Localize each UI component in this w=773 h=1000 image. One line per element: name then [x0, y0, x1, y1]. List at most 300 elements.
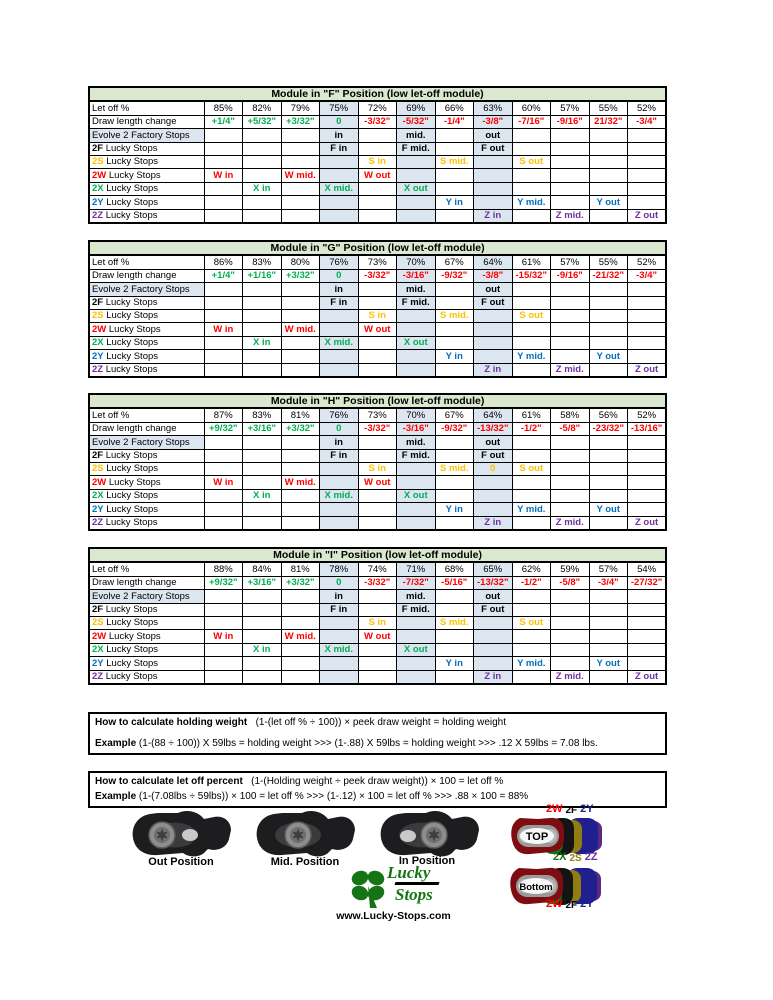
- stop-position-cell: S out: [512, 155, 551, 168]
- stack-labels-bottom: [546, 899, 594, 911]
- stop-position-cell: F mid.: [397, 449, 436, 462]
- letoff-cell: 54%: [628, 562, 667, 576]
- stop-position-cell: [243, 449, 282, 462]
- letoff-cell: 69%: [397, 101, 436, 115]
- stop-position-cell: [474, 630, 513, 643]
- stop-position-cell: [204, 657, 243, 670]
- stop-position-cell: [204, 283, 243, 296]
- stop-position-cell: [628, 436, 667, 449]
- stop-position-cell: [474, 169, 513, 182]
- row-prefix: 2S: [92, 617, 104, 629]
- stop-position-cell: [358, 129, 397, 142]
- stop-position-cell: [397, 476, 436, 489]
- stop-position-cell: [204, 296, 243, 309]
- stop-position-cell: [358, 350, 397, 363]
- draw-length-cell: -9/16": [551, 269, 590, 282]
- stop-position-cell: W mid.: [281, 169, 320, 182]
- stop-position-cell: [281, 516, 320, 530]
- stop-position-cell: [320, 516, 359, 530]
- letoff-cell: 65%: [474, 562, 513, 576]
- stop-position-cell: [589, 516, 628, 530]
- letoff-cell: 62%: [512, 562, 551, 576]
- letoff-cell: 76%: [320, 255, 359, 269]
- stop-position-cell: [512, 142, 551, 155]
- row-prefix: 2S: [92, 156, 104, 168]
- stop-position-cell: Y mid.: [512, 657, 551, 670]
- letoff-cell: 87%: [204, 408, 243, 422]
- stop-position-cell: [243, 296, 282, 309]
- table-module-h: [88, 393, 667, 531]
- draw-length-cell: -5/8": [551, 576, 590, 589]
- stop-position-cell: [435, 336, 474, 349]
- stop-position-cell: [551, 182, 590, 195]
- row-prefix: 2Z: [92, 363, 104, 375]
- row-label: 2Z Lucky Stops: [89, 516, 204, 530]
- stop-position-cell: [243, 503, 282, 516]
- stop-position-cell: [320, 169, 359, 182]
- stop-position-cell: [512, 603, 551, 616]
- stop-position-cell: [551, 155, 590, 168]
- stop-position-cell: [551, 309, 590, 322]
- stop-position-cell: [474, 476, 513, 489]
- stop-position-cell: F out: [474, 449, 513, 462]
- table-module-f: [88, 86, 667, 224]
- stop-position-cell: X in: [243, 182, 282, 195]
- stop-position-cell: F in: [320, 603, 359, 616]
- row-label: 2X Lucky Stops: [89, 182, 204, 195]
- stop-position-cell: S in: [358, 309, 397, 322]
- stop-position-cell: [204, 142, 243, 155]
- stop-position-cell: [320, 323, 359, 336]
- stop-position-cell: [243, 657, 282, 670]
- row-prefix: 2Z: [92, 516, 104, 528]
- stop-position-cell: [243, 616, 282, 629]
- stop-position-cell: [243, 350, 282, 363]
- stop-position-cell: [358, 436, 397, 449]
- row-prefix: 2Y: [92, 657, 104, 669]
- stop-position-cell: [397, 350, 436, 363]
- stop-position-cell: [281, 296, 320, 309]
- stop-position-cell: [243, 363, 282, 377]
- stop-position-cell: [243, 196, 282, 209]
- stop-position-cell: Z out: [628, 363, 667, 377]
- stop-position-cell: [281, 616, 320, 629]
- stop-position-cell: [204, 516, 243, 530]
- letoff-cell: 78%: [320, 562, 359, 576]
- stop-position-cell: X out: [397, 643, 436, 656]
- stop-position-cell: [358, 182, 397, 195]
- draw-length-cell: -21/32": [589, 269, 628, 282]
- row-label: 2S Lucky Stops: [89, 462, 204, 475]
- stop-position-cell: X mid.: [320, 643, 359, 656]
- draw-length-cell: -3/32": [358, 422, 397, 435]
- stop-position-cell: W in: [204, 323, 243, 336]
- stop-position-cell: [589, 323, 628, 336]
- stop-position-cell: [397, 209, 436, 223]
- draw-length-cell: 0: [320, 269, 359, 282]
- letoff-cell: 83%: [243, 255, 282, 269]
- row-label: 2Y Lucky Stops: [89, 657, 204, 670]
- row-label: 2W Lucky Stops: [89, 169, 204, 182]
- stop-position-cell: [551, 323, 590, 336]
- stop-position-cell: [435, 129, 474, 142]
- letoff-cell: 52%: [628, 255, 667, 269]
- draw-length-cell: 0: [320, 422, 359, 435]
- row-label: 2Z Lucky Stops: [89, 209, 204, 223]
- stop-position-cell: [204, 590, 243, 603]
- stop-position-cell: in: [320, 283, 359, 296]
- stop-position-cell: [281, 309, 320, 322]
- stop-position-cell: [320, 209, 359, 223]
- stop-position-cell: [358, 296, 397, 309]
- row-label: 2Y Lucky Stops: [89, 350, 204, 363]
- row-label: Let off %: [89, 408, 204, 422]
- stop-position-cell: Z in: [474, 209, 513, 223]
- stop-position-cell: [435, 489, 474, 502]
- row-prefix: 2X: [92, 337, 104, 349]
- stop-position-cell: [589, 169, 628, 182]
- stop-position-cell: [358, 643, 397, 656]
- letoff-cell: 70%: [397, 408, 436, 422]
- letoff-cell: 81%: [281, 408, 320, 422]
- row-prefix: 2S: [92, 463, 104, 475]
- stop-position-cell: X mid.: [320, 489, 359, 502]
- letoff-cell: 64%: [474, 255, 513, 269]
- stop-position-cell: [358, 209, 397, 223]
- stop-position-cell: Y in: [435, 657, 474, 670]
- stop-position-cell: [589, 336, 628, 349]
- stop-position-cell: [512, 590, 551, 603]
- draw-length-cell: +1/4": [204, 269, 243, 282]
- row-label: Draw length change: [89, 269, 204, 282]
- draw-length-cell: -3/32": [358, 269, 397, 282]
- stop-position-cell: [281, 283, 320, 296]
- row-prefix: 2Z: [92, 209, 104, 221]
- stack-label-2w: 2W: [546, 898, 563, 910]
- row-label: 2Z Lucky Stops: [89, 363, 204, 377]
- out-position-label: Out Position: [148, 856, 214, 868]
- stop-position-cell: [397, 323, 436, 336]
- stop-position-cell: [358, 670, 397, 684]
- stack-label-2z: 2Z: [584, 851, 598, 863]
- stop-position-cell: [243, 476, 282, 489]
- draw-length-cell: -5/16": [435, 576, 474, 589]
- stop-position-cell: [320, 196, 359, 209]
- calc-line: [95, 776, 660, 789]
- stop-position-cell: Y mid.: [512, 350, 551, 363]
- row-label: 2X Lucky Stops: [89, 643, 204, 656]
- stop-position-cell: [512, 436, 551, 449]
- stop-position-cell: [243, 670, 282, 684]
- stop-position-cell: [435, 590, 474, 603]
- logo-word-stops: Stops: [395, 885, 433, 904]
- stop-position-cell: [589, 283, 628, 296]
- stop-position-cell: W mid.: [281, 630, 320, 643]
- stack-top-icon: [510, 814, 606, 856]
- draw-length-cell: -3/32": [358, 115, 397, 128]
- stop-position-cell: [358, 283, 397, 296]
- draw-length-cell: +3/32": [281, 576, 320, 589]
- letoff-cell: 67%: [435, 255, 474, 269]
- table-title: Module in "F" Position (low let-off module): [89, 87, 666, 101]
- letoff-cell: 67%: [435, 408, 474, 422]
- stop-position-cell: [435, 436, 474, 449]
- stop-position-cell: out: [474, 129, 513, 142]
- stop-position-cell: [397, 616, 436, 629]
- stop-position-cell: [358, 142, 397, 155]
- letoff-cell: 68%: [435, 562, 474, 576]
- stop-position-cell: [589, 489, 628, 502]
- stop-position-cell: [204, 670, 243, 684]
- holding-weight-calc-box: [88, 712, 667, 755]
- stop-position-cell: [628, 336, 667, 349]
- stop-position-cell: [358, 449, 397, 462]
- letoff-cell: 83%: [243, 408, 282, 422]
- stack-label-2x: 2X: [553, 851, 567, 863]
- letoff-cell: 75%: [320, 101, 359, 115]
- draw-length-cell: 0: [320, 115, 359, 128]
- stop-position-cell: [474, 182, 513, 195]
- stop-position-cell: [512, 489, 551, 502]
- stop-position-cell: W mid.: [281, 476, 320, 489]
- row-label: 2W Lucky Stops: [89, 476, 204, 489]
- stop-position-cell: [589, 209, 628, 223]
- stop-position-cell: [589, 590, 628, 603]
- stop-position-cell: [512, 323, 551, 336]
- stop-position-cell: [281, 129, 320, 142]
- draw-length-cell: +5/32": [243, 115, 282, 128]
- stop-position-cell: Z in: [474, 670, 513, 684]
- letoff-cell: 57%: [551, 101, 590, 115]
- stop-position-cell: [512, 449, 551, 462]
- draw-length-cell: +3/32": [281, 269, 320, 282]
- stop-position-cell: [243, 309, 282, 322]
- stop-position-cell: [281, 590, 320, 603]
- stop-position-cell: [397, 630, 436, 643]
- stop-position-cell: in: [320, 436, 359, 449]
- stop-position-cell: S in: [358, 462, 397, 475]
- stack-labels-middle: [553, 852, 598, 864]
- stop-position-cell: [204, 309, 243, 322]
- svg-text:Bottom: Bottom: [519, 882, 553, 893]
- stop-position-cell: [628, 129, 667, 142]
- stop-position-cell: [281, 436, 320, 449]
- lucky-stops-logo: [387, 864, 439, 903]
- row-label: Evolve 2 Factory Stops: [89, 283, 204, 296]
- stop-position-cell: [281, 657, 320, 670]
- stop-position-cell: [512, 169, 551, 182]
- stop-position-cell: in: [320, 590, 359, 603]
- stop-position-cell: [435, 603, 474, 616]
- stop-position-cell: S mid.: [435, 309, 474, 322]
- stop-position-cell: [551, 336, 590, 349]
- stop-photo-out-icon: [128, 806, 233, 858]
- letoff-cell: 63%: [474, 101, 513, 115]
- letoff-cell: 61%: [512, 255, 551, 269]
- stack-label-2w: 2W: [546, 803, 563, 815]
- stop-position-cell: [589, 182, 628, 195]
- stop-position-cell: [589, 616, 628, 629]
- stop-position-cell: [358, 657, 397, 670]
- draw-length-cell: 21/32": [589, 115, 628, 128]
- stop-position-cell: [281, 336, 320, 349]
- stop-position-cell: [204, 129, 243, 142]
- stop-position-cell: [551, 129, 590, 142]
- stop-position-cell: Z mid.: [551, 363, 590, 377]
- row-label: Let off %: [89, 255, 204, 269]
- calc-example: (1-(7.08lbs ÷ 59lbs)) × 100 = let off % >>> (1-.12) × 100 = let off % >>> .88 × 100 = 88%: [138, 790, 529, 802]
- stop-position-cell: [551, 643, 590, 656]
- letoff-cell: 82%: [243, 101, 282, 115]
- draw-length-cell: +3/16": [243, 576, 282, 589]
- stop-position-cell: [204, 350, 243, 363]
- draw-length-cell: -3/4": [628, 269, 667, 282]
- stop-position-cell: X mid.: [320, 336, 359, 349]
- letoff-cell: 73%: [358, 255, 397, 269]
- stop-position-cell: [204, 489, 243, 502]
- stop-position-cell: [204, 449, 243, 462]
- stack-label-2y: 2Y: [580, 898, 594, 910]
- stop-position-cell: S mid.: [435, 616, 474, 629]
- stop-position-cell: [589, 449, 628, 462]
- stop-position-cell: [512, 363, 551, 377]
- stack-label-2s: 2S: [569, 853, 582, 864]
- stop-position-cell: [628, 503, 667, 516]
- stop-position-cell: [589, 363, 628, 377]
- stop-position-cell: [281, 182, 320, 195]
- draw-length-cell: -15/32": [512, 269, 551, 282]
- stop-position-cell: F in: [320, 296, 359, 309]
- letoff-cell: 79%: [281, 101, 320, 115]
- row-prefix: 2S: [92, 310, 104, 322]
- row-prefix: 2W: [92, 169, 107, 181]
- stop-position-cell: [628, 155, 667, 168]
- stop-position-cell: W out: [358, 630, 397, 643]
- stop-photo-mid-icon: [252, 806, 357, 858]
- stop-position-cell: [397, 516, 436, 530]
- letoff-cell: 55%: [589, 255, 628, 269]
- website-url: www.Lucky-Stops.com: [336, 910, 451, 922]
- stop-position-cell: [628, 643, 667, 656]
- stop-position-cell: [204, 503, 243, 516]
- stop-position-cell: Y in: [435, 196, 474, 209]
- draw-length-cell: +1/4": [204, 115, 243, 128]
- calc-line: [95, 791, 660, 804]
- letoff-cell: 81%: [281, 562, 320, 576]
- stop-position-cell: [512, 630, 551, 643]
- stop-position-cell: [551, 196, 590, 209]
- stop-position-cell: [281, 643, 320, 656]
- stop-position-cell: [243, 630, 282, 643]
- calc-line: [95, 717, 660, 730]
- stop-position-cell: F mid.: [397, 296, 436, 309]
- row-prefix: 2W: [92, 323, 107, 335]
- draw-length-cell: -3/32": [358, 576, 397, 589]
- draw-length-cell: -13/32": [474, 422, 513, 435]
- stop-position-cell: [435, 449, 474, 462]
- stop-position-cell: [435, 283, 474, 296]
- letoff-cell: 61%: [512, 408, 551, 422]
- draw-length-cell: -9/32": [435, 269, 474, 282]
- stop-position-cell: [628, 449, 667, 462]
- stop-position-cell: F in: [320, 449, 359, 462]
- stop-position-cell: [474, 336, 513, 349]
- stop-position-cell: [204, 182, 243, 195]
- stop-position-cell: X mid.: [320, 182, 359, 195]
- table-module-g: [88, 240, 667, 378]
- letoff-cell: 85%: [204, 101, 243, 115]
- stop-position-cell: Y out: [589, 503, 628, 516]
- stop-position-cell: Z out: [628, 209, 667, 223]
- stop-position-cell: [474, 309, 513, 322]
- stop-position-cell: [281, 142, 320, 155]
- stop-position-cell: [512, 336, 551, 349]
- stop-position-cell: X out: [397, 489, 436, 502]
- letoff-cell: 59%: [551, 562, 590, 576]
- draw-length-cell: -27/32": [628, 576, 667, 589]
- stop-position-cell: [435, 476, 474, 489]
- stop-position-cell: Z mid.: [551, 670, 590, 684]
- stop-position-cell: [628, 283, 667, 296]
- stop-position-cell: [628, 489, 667, 502]
- stop-position-cell: Y mid.: [512, 196, 551, 209]
- stop-position-cell: [397, 169, 436, 182]
- stop-position-cell: [589, 436, 628, 449]
- draw-length-cell: -3/4": [628, 115, 667, 128]
- letoff-cell: 66%: [435, 101, 474, 115]
- stop-position-cell: [204, 616, 243, 629]
- calc-example: (1-(88 ÷ 100)) X 59lbs = holding weight >>> (1-.88) X 59lbs = holding weight >>> .12 X 59lbs = 7.08 lbs.: [138, 737, 598, 749]
- stop-position-cell: [474, 616, 513, 629]
- stop-position-cell: [551, 169, 590, 182]
- stop-position-cell: S in: [358, 155, 397, 168]
- stop-position-cell: [628, 142, 667, 155]
- stop-position-cell: [204, 603, 243, 616]
- draw-length-cell: +9/32": [204, 576, 243, 589]
- stop-position-cell: [435, 670, 474, 684]
- stop-position-cell: Y mid.: [512, 503, 551, 516]
- stop-position-cell: [628, 590, 667, 603]
- stop-position-cell: [589, 296, 628, 309]
- row-label: Let off %: [89, 101, 204, 115]
- stop-position-cell: [358, 503, 397, 516]
- stop-position-cell: mid.: [397, 283, 436, 296]
- stop-position-cell: [551, 462, 590, 475]
- stop-position-cell: [474, 503, 513, 516]
- stop-position-cell: [320, 670, 359, 684]
- stop-position-cell: [589, 309, 628, 322]
- stop-position-cell: [628, 603, 667, 616]
- row-label: Evolve 2 Factory Stops: [89, 129, 204, 142]
- row-prefix: 2F: [92, 297, 104, 308]
- stop-position-cell: [243, 436, 282, 449]
- row-prefix: 2F: [92, 604, 104, 615]
- stop-position-cell: [281, 363, 320, 377]
- stop-position-cell: [243, 129, 282, 142]
- draw-length-cell: +3/32": [281, 422, 320, 435]
- stop-position-cell: [243, 155, 282, 168]
- mid-position-label: Mid. Position: [270, 856, 340, 868]
- stop-position-cell: [628, 350, 667, 363]
- draw-length-cell: -7/16": [512, 115, 551, 128]
- calc-heading: How to calculate let off percent: [95, 776, 243, 787]
- stop-position-cell: [628, 630, 667, 643]
- stop-position-cell: W out: [358, 476, 397, 489]
- stop-position-cell: Y in: [435, 503, 474, 516]
- stop-position-cell: X out: [397, 336, 436, 349]
- stop-position-cell: [281, 449, 320, 462]
- row-prefix: 2X: [92, 490, 104, 502]
